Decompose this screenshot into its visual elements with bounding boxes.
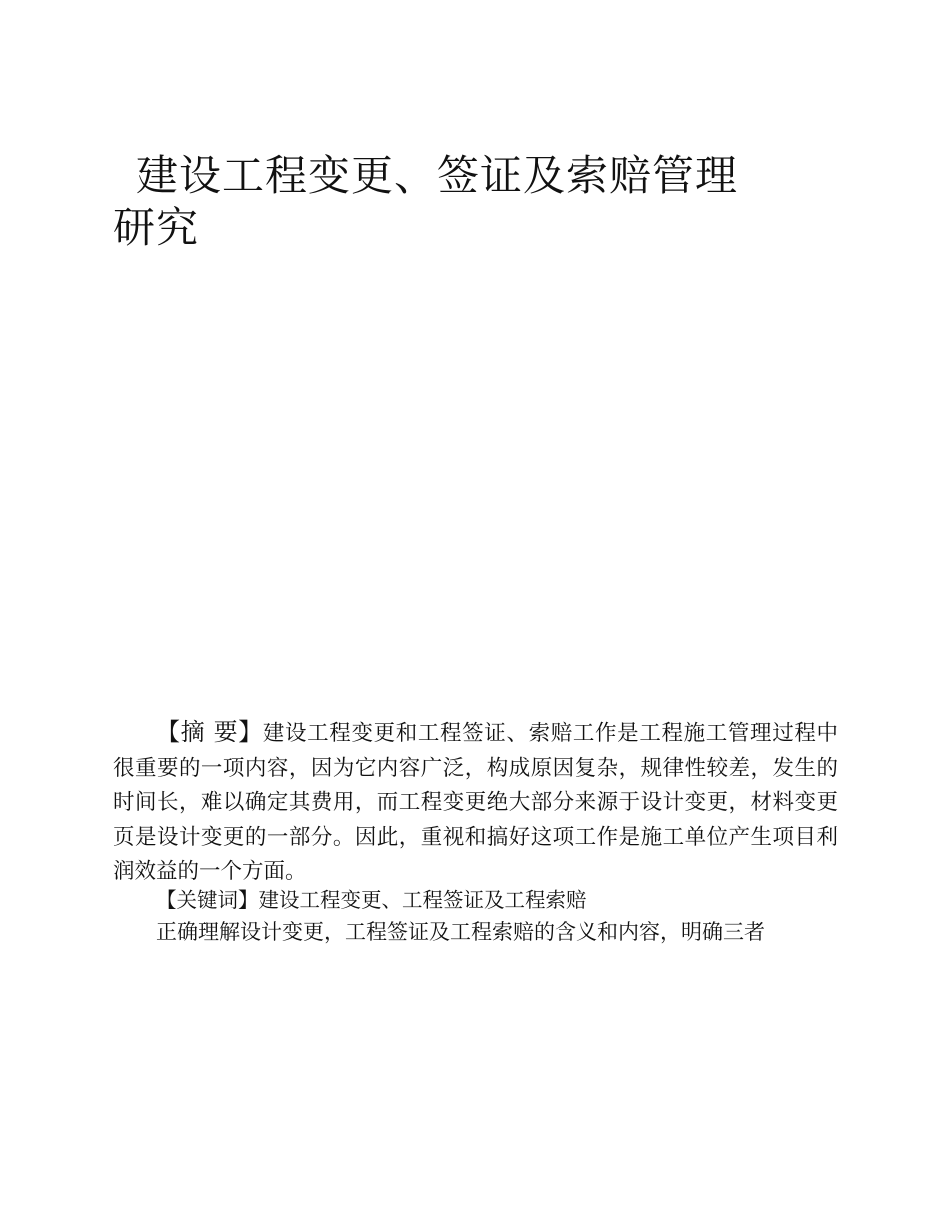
keywords-text: 建设工程变更、工程签证及工程索赔: [258, 888, 587, 912]
title-line-1: 建设工程变更、签证及索赔管理: [136, 151, 739, 200]
title-line-2: 研究: [113, 203, 200, 252]
keywords-label: 【关键词】: [156, 888, 259, 912]
abstract-paragraph: [113, 715, 838, 890]
body-paragraph: 正确理解设计变更，工程签证及工程索赔的含义和内容，明确三者: [156, 920, 765, 944]
keywords-paragraph: [113, 883, 838, 917]
abstract-text: 建设工程变更和工程签证、索赔工作是工程施工管理过程中很重要的一项内容，因为它内容广泛，构成原因复杂，规律性较差，发生的时间长，难以确定其费用，而工程变更绝大部分来源于设计变更，材料变更页是设计变更的一部分。因此，重视和搞好这项工作是施工单位产生项目利润效益的一个方面。: [113, 721, 838, 884]
document-title: [113, 150, 813, 254]
abstract-label: 【摘 要】: [156, 718, 263, 746]
